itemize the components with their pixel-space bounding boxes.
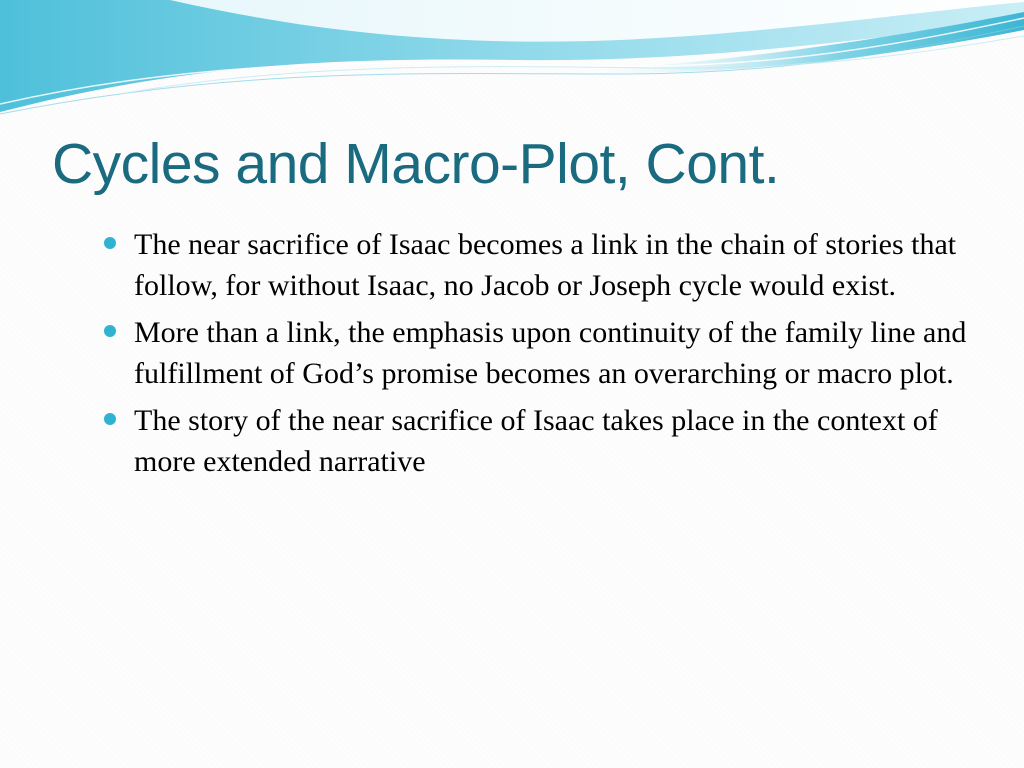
list-item — [104, 400, 974, 482]
slide-title: Cycles and Macro-Plot, Cont. — [52, 132, 780, 196]
bullet-dot-icon — [104, 325, 116, 337]
wave-banner — [0, 0, 1024, 120]
bullet-dot-icon — [104, 237, 116, 249]
bullet-dot-icon — [104, 413, 116, 425]
list-item — [104, 312, 974, 394]
bullet-text: The story of the near sacrifice of Isaac takes place in the context of more extended narrative — [134, 404, 938, 478]
bullet-text: More than a link, the emphasis upon continuity of the family line and fulfillment of God’s promise becomes an overarching or macro plot. — [134, 316, 967, 390]
bullet-list — [104, 224, 974, 488]
bullet-text: The near sacrifice of Isaac becomes a link in the chain of stories that follow, for without Isaac, no Jacob or Joseph cycle would exist. — [134, 228, 957, 302]
list-item — [104, 224, 974, 306]
